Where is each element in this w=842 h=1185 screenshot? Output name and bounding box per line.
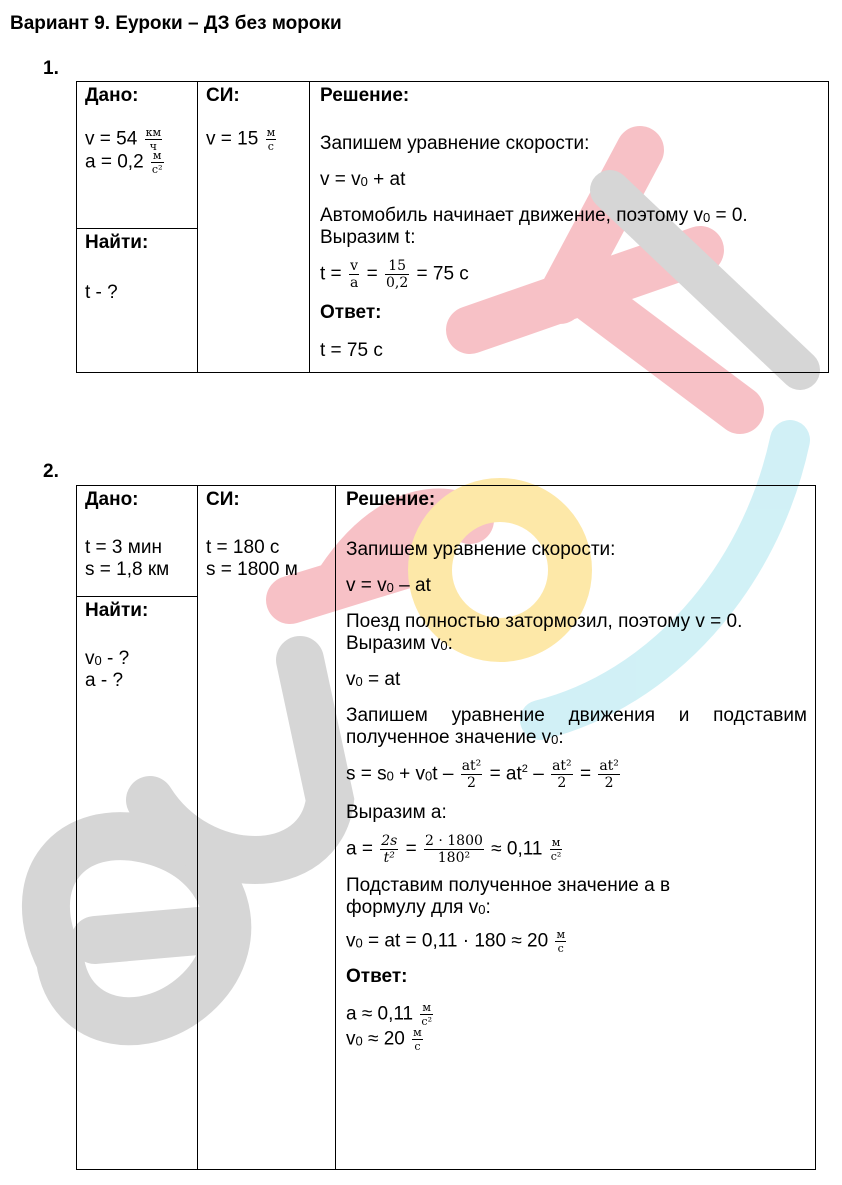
answer-value: t = 75 с [320, 340, 383, 361]
given-item: t = 3 мин [85, 537, 162, 558]
task2-find-cell [77, 597, 198, 1170]
solution-formula: t = $\frac{v}{a}$ = $\frac{15}{0,2}$ = 75 с [320, 258, 469, 291]
task1-table [76, 81, 829, 373]
solution-line: Запишем уравнение движения и подставим [346, 705, 807, 726]
solution-line: формулу для v0: [346, 897, 491, 918]
answer-label: Ответ: [320, 302, 382, 323]
si-item: t = 180 с [206, 537, 280, 558]
task2-table [76, 485, 816, 1170]
dano-label: Дано: [85, 85, 139, 106]
given-v: v = 54 $\frac{км}{ч}$ [85, 126, 162, 153]
solution-formula: v0 = at = 0,11 · 180 ≈ 20 $\frac{м}{с}$ [346, 928, 566, 955]
given-a: a = 0,2 $\frac{м}{\text{с²}}$ [85, 149, 163, 176]
find-item: v0 - ? [85, 648, 130, 669]
task2-number: 2. [43, 461, 59, 482]
page-title: Вариант 9. Еуроки – ДЗ без мороки [10, 13, 342, 34]
task1-find-cell [77, 229, 198, 373]
solution-formula: v0 = at [346, 669, 401, 690]
solution-label: Решение: [320, 85, 410, 106]
task1-dano-cell [77, 82, 198, 229]
task2-dano-cell [77, 486, 198, 597]
solution-line: Запишем уравнение скорости: [346, 539, 616, 560]
si-v: v = 15 $\frac{м}{с}$ [206, 126, 276, 153]
solution-line: Подставим полученное значение a в [346, 875, 671, 896]
answer-value: v0 ≈ 20 $\frac{м}{с}$ [346, 1026, 422, 1053]
solution-formula: a = $\frac{2s}{\text{t²}}$ = $\frac{2 \cdot 1800}{\text{180²}}$ ≈ 0,11 $\frac{м}{\text{с²}}$ [346, 833, 562, 866]
solution-line: Выразим a: [346, 802, 447, 823]
find-item: a - ? [85, 670, 124, 691]
solution-formula: s = s0 + v0t – $\frac{\text{at²}}{2}$ = $at^2$ – $\frac{\text{at²}}{2}$ = $\frac{\text{at²}}{2}$ [346, 758, 619, 791]
solution-formula: v = v0 – at [346, 575, 431, 596]
task1-number: 1. [43, 58, 59, 79]
solution-label: Решение: [346, 489, 436, 510]
task1-si-cell [198, 82, 310, 373]
solution-line: Автомобиль начинает движение, поэтому v0 = 0. [320, 205, 748, 226]
task1-solution-cell [310, 82, 829, 373]
find-label: Найти: [85, 232, 149, 253]
solution-line: Запишем уравнение скорости: [320, 133, 590, 154]
si-label: СИ: [206, 489, 240, 510]
solution-formula: v = v0 + at [320, 169, 406, 190]
answer-label: Ответ: [346, 966, 408, 987]
task2-solution-cell [336, 486, 816, 1170]
find-label: Найти: [85, 600, 149, 621]
given-item: s = 1,8 км [85, 559, 170, 580]
si-label: СИ: [206, 85, 240, 106]
dano-label: Дано: [85, 489, 139, 510]
solution-line: Выразим t: [320, 227, 416, 248]
solution-line: полученное значение v0: [346, 727, 564, 748]
answer-value: a ≈ 0,11 $\frac{м}{\text{с²}}$ [346, 1001, 432, 1028]
solution-line: Поезд полностью затормозил, поэтому v = 0. [346, 611, 743, 632]
solution-line: Выразим v0: [346, 633, 453, 654]
task2-si-cell [198, 486, 336, 1170]
find-item: t - ? [85, 282, 118, 303]
si-item: s = 1800 м [206, 559, 298, 580]
